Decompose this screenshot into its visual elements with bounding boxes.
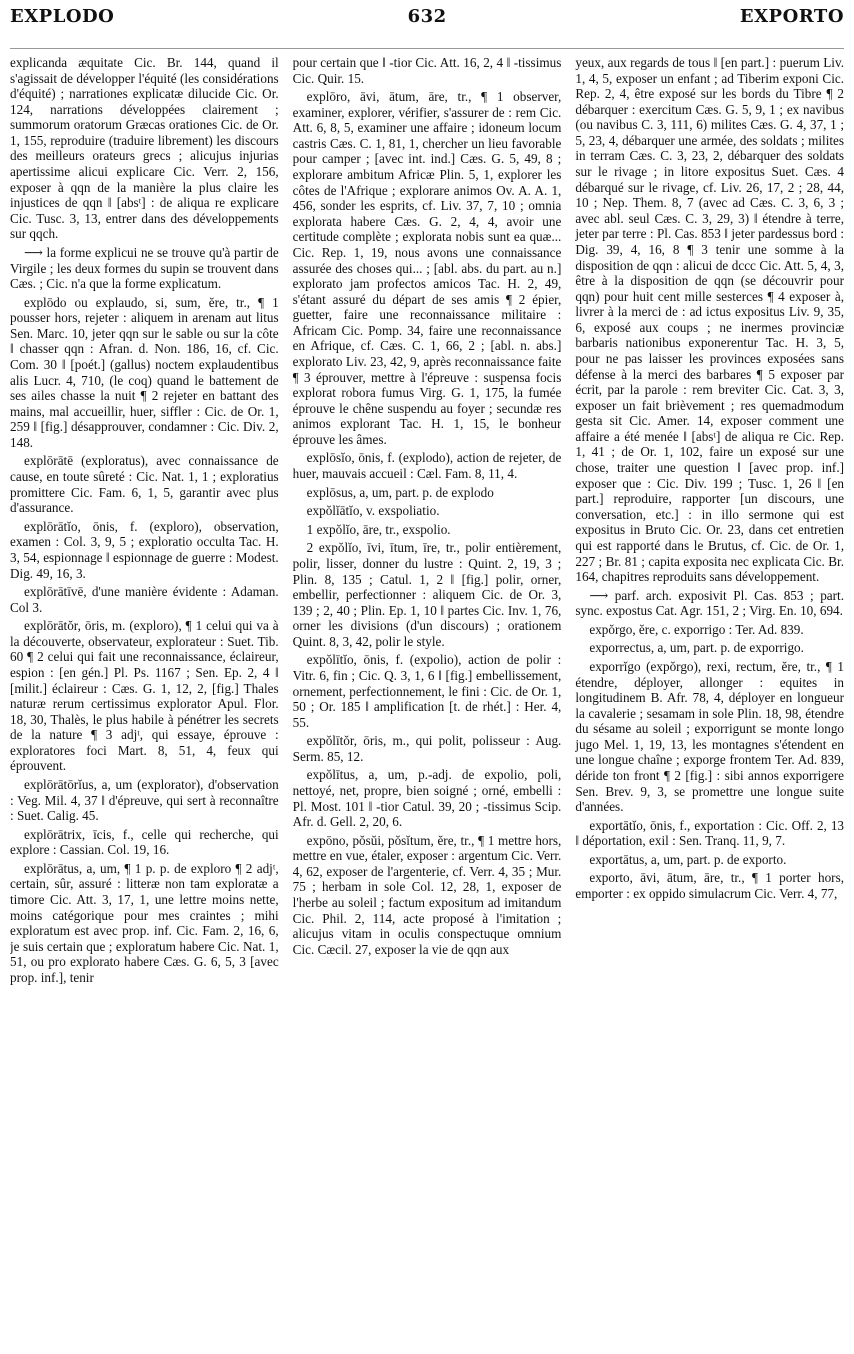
entry: explōro, āvi, ātum, āre, tr., ¶ 1 observer, examiner, explorer, vérifier, s'assurer de : rem Cic. Att. 6, 8, 5, examiner une affaire ; idoneum locum castris Cæs. C. 1, 81, 1, chercher un lieu favorable pour camper ; [avec int. ind.] Cæs. G. 5, 49, 8 ; explorare ambitum Africæ Plin. 5, 1, explorer les côtes de l'Afrique ; explorare animos Ov. A. A. 1, 456, sonder les esprits, cf. Liv. 37, 7, 10 ; omnia explorata habere Cæs. G. 2, 4, 4, avoir une certitude complète ; explorata nobis sunt ea quæ... Cic. Rep. 1, 19, nous avons une connaissance assurée des choses qui... ; [abl. abs. du part. au n.] explorato jam profectos amicos Tac. H. 2, 49, s'étant assuré du départ de ses amis ¶ 2 épier, guetter, faire une reconnaissance militaire : Africam Cic. Pomp. 34, faire une reconnaissance en Afrique, cf. Cæs. C. 1, 66, 2 ; [abl. n. abs.] explorato Liv. 23, 42, 9, après reconnaissance faite ¶ 3 éprouver, mettre à l'épreuve : suspensa focis explorat robora fumus Virg. G. 1, 175, la fumée éprouve le chêne suspendu au foyer ; secundæ res animos explorant Tac. H. 1, 15, le bonheur éprouve les âmes. <box>292 89 562 447</box>
entry: explōsus, a, um, part. p. de explodo <box>306 484 494 500</box>
column-2 <box>293 55 562 1349</box>
header-right-guideword: EXPORTO <box>739 6 844 27</box>
text-columns <box>10 55 844 1349</box>
entry: explōrātē (exploratus), avec connaissance de cause, en toute sûreté : Cic. Nat. 1, 1 ; exploratius promittere Cic. Fam. 6, 1, 5, garantir avec plus d'assurance. <box>10 453 279 516</box>
entry: explōrātīvē, d'une manière évidente : Adaman. Col 3. <box>10 584 279 615</box>
entry: exporrectus, a, um, part. p. de exporrigo. <box>589 640 804 656</box>
entry: 2 expŏlĭo, īvi, ītum, īre, tr., polir entièrement, polir, lisser, donner du lustre : Quint. 2, 19, 3 ; Plin. 8, 135 ; Catul. 1, 2 ‖ [fig.] polir, orner, embellir, perfectionner : aliquem Cic. de Or. 3, 139 ; 2, 40 ; Plin. Ep. 1, 10 ‖ partes Cic. Inv. 1, 76, orner les divisions (d'un discours) ; orationem Quint. 8, 3, 42, polir le style. <box>292 540 562 649</box>
page-header <box>10 6 844 49</box>
entry: expŏrgo, ĕre, c. exporrigo : Ter. Ad. 839. <box>589 621 804 637</box>
entry: explōrātĭo, ōnis, f. (exploro), observation, examen : Col. 3, 9, 5 ; exploratio occulta Tac. H. 3, 54, espionnage ‖ espionnage de guerre : Modest. Dig. 49, 16, 3. <box>10 518 279 581</box>
page-number: 632 <box>407 6 447 27</box>
entry: explōdo ou explaudo, si, sum, ĕre, tr., ¶ 1 pousser hors, rejeter : aliquem in arenam aut litus Sen. Marc. 10, jeter qqn sur le sable ou sur la côte ‖ chasser qqn : Afran. d. Non. 186, 16, cf. Cic. Com. 30 ‖ [poét.] (gallus) noctem explaudentibus alis Lucr. 4, 710, (le coq) quand le battement de ses ailes chasse la nuit ¶ 2 rejeter en battant des mains, mal accueillir, huer, siffler : Cic. de Or. 1, 259 ‖ [fig.] désapprouver, condamner : Cic. Div. 2, 148. <box>10 294 279 450</box>
entry: exporto, āvi, ātum, āre, tr., ¶ 1 porter hors, emporter : ex oppido simulacrum Cic. Verr. 4, 77, <box>575 870 845 902</box>
header-left-guideword: EXPLODO <box>10 6 115 27</box>
entry: pour certain que ‖ -tior Cic. Att. 16, 2, 4 ‖ -tissimus Cic. Quir. 15. <box>292 55 562 86</box>
entry: explōrātus, a, um, ¶ 1 p. p. de exploro ¶ 2 adjᵗ, certain, sûr, assuré : litteræ non tam exploratæ a timore Cic. Att. 3, 17, 1, une lettre moins nette, moins catégorique pour mes craintes ; mihi exploratum est avec prop. inf. Cic. Fam. 2, 16, 6, je suis certain que ; exploratum habere Cic. Nat. 1, 51, ou pro explorato habere Cæs. G. 6, 5, 3 [avec prop. inf.], tenir <box>10 860 279 985</box>
entry: expŏlītĭo, ōnis, f. (expolio), action de polir : Vitr. 6, fin ; Cic. Q. 3, 1, 6 ‖ [fig.] embellissement, ornement, perfectionnement, le fini : Cic. de Or. 1, 50 ; Or. 185 ‖ amplification [t. de rhét.] : Her. 4, 55. <box>292 652 562 730</box>
entry: yeux, aux regards de tous ‖ [en part.] : puerum Liv. 1, 4, 5, exposer un enfant ; ad Tiberim exponi Cic. Rep. 2, 4, être exposé sur les bords du Tibre ¶ 2 débarquer : exercitum Cæs. G. 5, 9, 1 ; ex navibus (ou navibus C. 3, 111, 6) milites Cæs. G. 4, 37, 1 ; 5, 23, 4, débarquer une armée, des soldats ; milites in terram Cæs. C. 3, 23, 2, débarquer des soldats sur le rivage ; in litore expositus Suet. Cæs. 4 débarqué sur le rivage, cf. Liv. 26, 17, 2 ; 28, 44, 10 ; Nep. Them. 8, 7 (avec ad Cæs. C. 3, 6, 3 ; avec abl. seul Cæs. C. 3, 29, 3) ‖ étendre à terre, jeter par terre : Pl. Cas. 853 ‖ jeter pardessus bord : Dig. 39, 4, 16, 8 ¶ 3 tenir une somme à la disposition de qqn : alicui de dccc Cic. Att. 5, 4, 3, être à la disposition de qqn (se découvrir pour qqn) pour huit cent mille sesterces ¶ 4 exposer à, livrer à la merci de : ad ictus expositus Liv. 9, 35, 6, exposé aux coups ; ne inermes provinciæ barbaris nationibus exponerentur Tac. H. 3, 5, pour ne pas laisser les provinces exposées sans défense à la merci des barbares ¶ 5 exposer par écrit, par la parole : rem breviter Cic. Cat. 3, 3, exposer un fait brièvement ; res quemadmodum gesta sit Cic. Amer. 14, exposer comment une affaire a été menée ‖ [absᵗ] de aliqua re Cic. Rep. 1, 41 ; de Or. 1, 102, faire un exposé sur une chose, traiter une question ‖ [avec prop. inf.] exposer que : Cic. Div. 199 ; Tusc. 1, 26 ‖ [en part.] reproduire, rapporter [un discours, une conversation, etc.] : in illo sermone qui est expositus in Bruto Cic. Or. 23, dans cet entretien qui est rapporté dans le Brutus, cf. Cic. de Or. 1, 227 ; Br. 81 ; capita exposita nec explicata Cic. Br. 164, chapitres reproduits sans développement. <box>575 55 845 585</box>
entry: expōno, pŏsŭi, pŏsĭtum, ĕre, tr., ¶ 1 mettre hors, mettre en vue, étaler, exposer : argentum Cic. Verr. 4, 62, exposer de l'argenterie, cf. Verr. 4, 35 ; Mur. 75 ; herbam in sole Col. 12, 28, 1, exposer de l'herbe au soleil ; factum expositum ad imitandum Cic. Phil. 2, 114, acte proposé à l'imitation ; alicujus vitam in oculis conspectuque omnium Cic. Cæcil. 27, exposer la vie de qqn aux <box>292 832 562 957</box>
entry: explōrātrix, īcis, f., celle qui recherche, qui explore : Cassian. Col. 19, 16. <box>10 826 279 858</box>
entry: explōsĭo, ōnis, f. (explodo), action de rejeter, de huer, mauvais accueil : Cæl. Fam. 8, 11, 4. <box>292 450 562 482</box>
entry: expŏlĭātĭo, v. exspoliatio. <box>306 503 440 519</box>
entry: explōrātŏr, ōris, m. (exploro), ¶ 1 celui qui va à la découverte, observateur, explorateur : Suet. Tib. 60 ¶ 2 celui qui fait une reconnaissance, éclaireur, espion : [en gén.] Pl. Ps. 1167 ; Sen. Ep. 2, 4 ‖ [milit.] éclaireur : Cæs. G. 1, 12, 2, [fig.] Thales naturæ rerum certissimus explorator Apul. Flor. 18, 30, Thalès, le plus habile à pénétrer les secrets de la nature ¶ 3 adjᵗ, qui essaye, éprouve : exploratores foci Mart. 8, 51, 4, feux qui éprouvent. <box>10 618 279 774</box>
entry: expŏlītus, a, um, p.-adj. de expolio, poli, nettoyé, net, propre, bien soigné ; orné, embelli : Pl. Most. 101 ‖ -tior Catul. 39, 20 ; -tissimus Scip. Afr. d. Gell. 2, 20, 6. <box>292 767 562 830</box>
column-3 <box>575 55 844 1349</box>
entry: exporrĭgo (expŏrgo), rexi, rectum, ĕre, tr., ¶ 1 étendre, déployer, allonger : equites in longitudinem B. Afr. 78, 4, déployer en longueur la cavalerie ; sesamam in sole Plin. 18, 98, étendre du sésame au soleil ; exporrigunt se monte longo jugo Mel. 1, 19, 13, les montagnes s'étendent en une longue chaîne ; exporge frontem Ter. Ad. 839, déride ton front ¶ 2 [fig.] : sibi annos exporrigere Sen. Brev. 9, 3, se promettre une longue suite d'années. <box>575 658 845 815</box>
entry: 1 expŏlĭo, āre, tr., exspolio. <box>306 521 451 537</box>
note: ⟶ la forme explicui ne se trouve qu'à partir de Virgile ; les deux formes du supin se trouvent dans Cæs. ; Cic. n'a que la forme explicatum. <box>10 244 279 292</box>
entry: explicanda æquitate Cic. Br. 144, quand il s'agissait de développer l'équité (les considérations d'équité) ; narrationes explicatæ dilucide Cic. Or. 124, narrations développées clairement ; summorum oratorum Græcas orationes Cic. de Or. 1, 155, reproduire (traduire librement) les discours des meilleurs orateurs grecs ; alicujus injurias apertissime alicui explicare Cic. Verr. 2, 156, exposer à qqn de la manière la plus claire les injustices de qqn ‖ [absᵗ] : de aliqua re explicare Cic. Tusc. 3, 13, entrer dans des développements sur qqch. <box>10 55 279 242</box>
entry: exportātus, a, um, part. p. de exporto. <box>589 851 787 867</box>
note: ⟶ parf. arch. exposivit Pl. Cas. 853 ; part. sync. expostus Cat. Agr. 151, 2 ; Virg. En. 10, 694. <box>575 587 845 619</box>
entry: expŏlītŏr, ōris, m., qui polit, polisseur : Aug. Serm. 85, 12. <box>292 733 562 764</box>
column-1 <box>10 55 279 1349</box>
entry: exportātĭo, ōnis, f., exportation : Cic. Off. 2, 13 ‖ déportation, exil : Sen. Tranq. 11, 9, 7. <box>575 817 845 849</box>
entry: explōrātōrĭus, a, um (explorator), d'observation : Veg. Mil. 4, 37 ‖ d'épreuve, qui sert à reconnaître : Suet. Calig. 45. <box>10 777 279 824</box>
